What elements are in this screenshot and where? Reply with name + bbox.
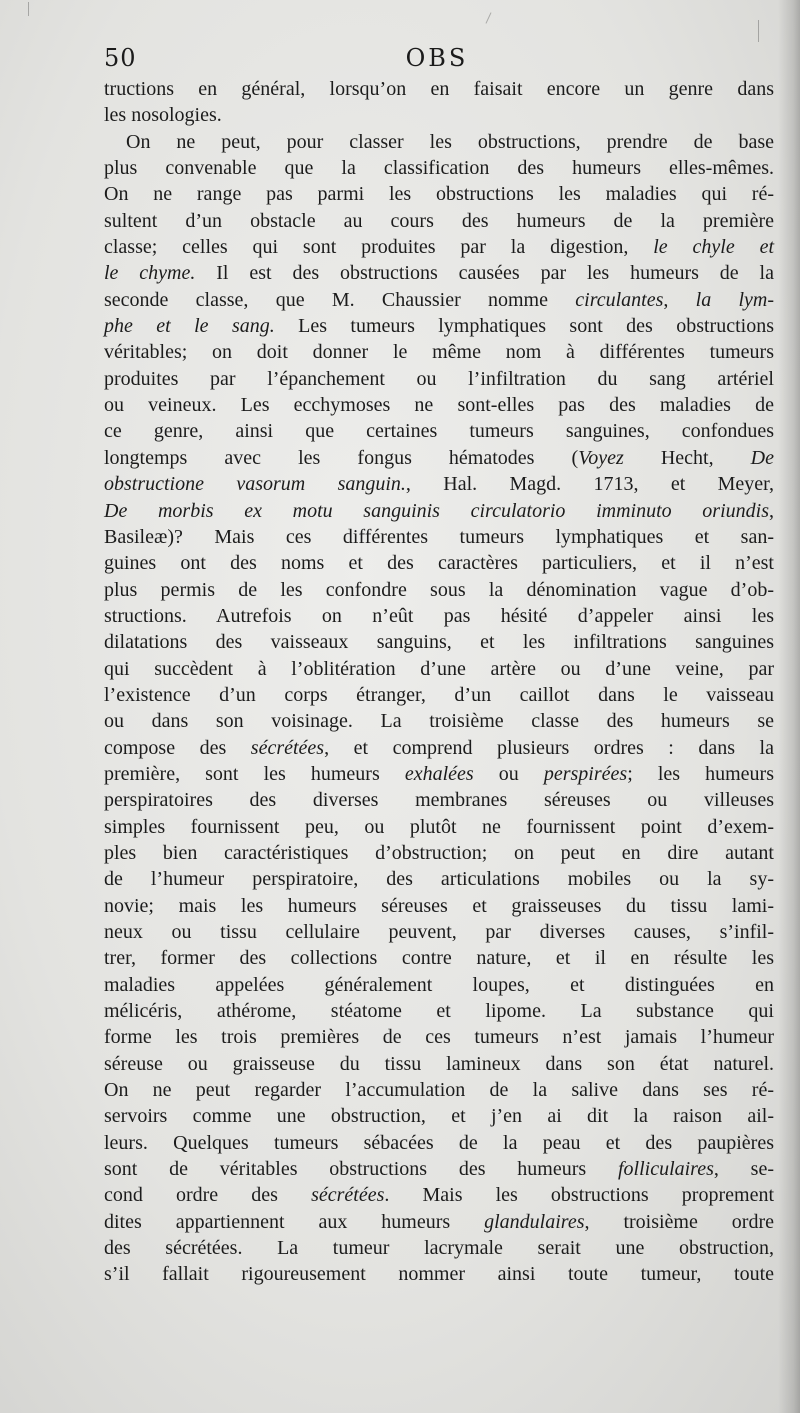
text-segment: trer, former des collections contre nature, et il en résulte les bbox=[104, 947, 774, 970]
text-segment: Il est des obstructions causées par les humeurs de la bbox=[195, 262, 774, 285]
italic-term: De bbox=[750, 446, 774, 469]
text-line bbox=[104, 814, 774, 840]
text-line bbox=[104, 550, 774, 576]
text-line bbox=[104, 1130, 774, 1156]
italic-term: folliculaires bbox=[617, 1158, 714, 1181]
italic-term: le chyle et bbox=[653, 236, 774, 259]
text-line bbox=[104, 945, 774, 971]
body-text bbox=[104, 76, 774, 1288]
text-line bbox=[104, 339, 774, 365]
text-line bbox=[104, 603, 774, 629]
text-segment: Les tumeurs lymphatiques sont des obstructions bbox=[274, 315, 774, 338]
text-segment: longtemps avec les fongus hématodes ( bbox=[104, 446, 579, 469]
italic-term: glandulaires bbox=[484, 1210, 585, 1233]
text-segment: ou bbox=[473, 762, 544, 785]
page-edge-shadow bbox=[778, 0, 800, 1413]
paper-mark bbox=[758, 20, 759, 42]
text-segment: les nosologies. bbox=[104, 104, 222, 127]
text-line bbox=[104, 629, 774, 655]
text-line bbox=[104, 866, 774, 892]
text-segment: produites par l’épanchement ou l’infiltration du sang artériel bbox=[104, 367, 774, 390]
text-segment: , Hal. Magd. 1713, et Meyer, bbox=[405, 473, 774, 496]
text-line bbox=[104, 919, 774, 945]
text-segment: servoirs comme une obstruction, et j’en ai dit la raison ail- bbox=[104, 1105, 774, 1128]
text-segment: guines ont des noms et des caractères particuliers, et il n’est bbox=[104, 552, 774, 575]
text-line bbox=[104, 1209, 774, 1235]
text-line bbox=[104, 102, 774, 128]
italic-term: sécrétées bbox=[250, 736, 325, 759]
text-line bbox=[104, 972, 774, 998]
text-segment: ; les humeurs bbox=[627, 762, 775, 785]
text-line bbox=[104, 313, 774, 339]
text-line bbox=[104, 287, 774, 313]
text-segment: structions. Autrefois on n’eût pas hésité d’appeler ainsi les bbox=[104, 604, 774, 627]
text-line bbox=[104, 735, 774, 761]
text-segment: , troisième ordre bbox=[584, 1210, 774, 1233]
text-segment: plus convenable que la classification des humeurs elles-mêmes. bbox=[104, 157, 774, 180]
text-segment: mélicéris, athérome, stéatome et lipome. La substance qui bbox=[104, 1000, 774, 1023]
text-segment: sultent d’un obstacle au cours des humeurs de la première bbox=[104, 209, 774, 232]
text-segment: ce genre, ainsi que certaines tumeurs sanguines, confondues bbox=[104, 420, 774, 443]
text-segment: , et comprend plusieurs ordres : dans la bbox=[324, 736, 774, 759]
italic-term: perspirées bbox=[543, 762, 628, 785]
text-line bbox=[104, 682, 774, 708]
text-segment: véritables; on doit donner le même nom à différentes tumeurs bbox=[104, 341, 774, 364]
text-segment: ples bien caractéristiques d’obstruction; on peut en dire autant bbox=[104, 841, 774, 864]
italic-term: le chyme. bbox=[104, 262, 196, 285]
text-segment: s’il fallait rigoureusement nommer ainsi toute tumeur, toute bbox=[104, 1263, 774, 1286]
text-segment: l’existence d’un corps étranger, d’un caillot dans le vaisseau bbox=[104, 683, 774, 706]
text-segment: cond ordre des bbox=[104, 1184, 312, 1207]
text-line bbox=[104, 392, 774, 418]
italic-term: exhalées bbox=[404, 762, 474, 785]
italic-term: phe et le sang. bbox=[104, 315, 275, 338]
text-segment: , se- bbox=[713, 1158, 774, 1181]
text-segment: novie; mais les humeurs séreuses et graisseuses du tissu lami- bbox=[104, 894, 774, 917]
text-segment: simples fournissent peu, ou plutôt ne fournissent point d’exem- bbox=[104, 815, 774, 838]
text-segment: , bbox=[769, 499, 774, 522]
text-segment: , bbox=[663, 288, 696, 311]
italic-term: Voyez bbox=[578, 446, 624, 469]
text-line bbox=[104, 366, 774, 392]
text-line bbox=[104, 1235, 774, 1261]
text-segment: ou veineux. Les ecchymoses ne sont-elles pas des maladies de bbox=[104, 394, 774, 417]
text-line bbox=[104, 761, 774, 787]
italic-term: sécrétées bbox=[311, 1184, 385, 1207]
text-line bbox=[104, 471, 774, 497]
text-segment: dites appartiennent aux humeurs bbox=[104, 1210, 485, 1233]
text-line bbox=[104, 129, 774, 155]
text-line bbox=[104, 656, 774, 682]
text-line bbox=[104, 708, 774, 734]
text-line bbox=[104, 76, 774, 102]
text-line bbox=[104, 1182, 774, 1208]
text-segment: plus permis de les confondre sous la dénomination vague d’ob- bbox=[104, 578, 774, 601]
text-segment: perspiratoires des diverses membranes séreuses ou villeuses bbox=[104, 789, 774, 812]
text-segment: maladies appelées généralement loupes, et distinguées en bbox=[104, 973, 774, 996]
text-segment: On ne range pas parmi les obstructions les maladies qui ré- bbox=[104, 183, 774, 206]
text-line bbox=[104, 260, 774, 286]
text-segment: sont de véritables obstructions des humeurs bbox=[104, 1158, 618, 1181]
text-segment: de l’humeur perspiratoire, des articulations mobiles ou la sy- bbox=[104, 868, 774, 891]
text-line bbox=[104, 577, 774, 603]
italic-term: De morbis ex motu sanguinis circulatorio imminuto oriundis bbox=[104, 499, 769, 522]
text-line bbox=[104, 181, 774, 207]
text-line bbox=[104, 1156, 774, 1182]
text-segment: première, sont les humeurs bbox=[104, 762, 405, 785]
text-segment: neux ou tissu cellulaire peuvent, par diverses causes, s’infil- bbox=[104, 921, 774, 943]
page-header bbox=[104, 42, 770, 78]
text-segment: forme les trois premières de ces tumeurs n’est jamais l’humeur bbox=[104, 1026, 774, 1049]
text-segment: . Mais les obstructions proprement bbox=[384, 1184, 774, 1207]
text-line bbox=[104, 998, 774, 1024]
page-number: 50 bbox=[104, 44, 137, 72]
text-segment: des sécrétées. La tumeur lacrymale serait une obstruction, bbox=[104, 1237, 774, 1260]
text-line bbox=[104, 208, 774, 234]
text-line bbox=[104, 1077, 774, 1103]
text-segment: Hecht, bbox=[623, 446, 751, 469]
text-line bbox=[104, 445, 774, 471]
text-segment: ou dans son voisinage. La troisième classe des humeurs se bbox=[104, 710, 774, 733]
text-line bbox=[104, 787, 774, 813]
text-segment: tructions en général, lorsqu’on en faisait encore un genre dans bbox=[104, 78, 774, 100]
italic-term: circulantes bbox=[575, 288, 664, 311]
text-line bbox=[104, 1261, 774, 1287]
text-segment: classe; celles qui sont produites par la digestion, bbox=[104, 236, 654, 259]
text-line bbox=[104, 1024, 774, 1050]
text-line bbox=[104, 234, 774, 260]
text-line bbox=[104, 155, 774, 181]
text-segment: leurs. Quelques tumeurs sébacées de la peau et des paupières bbox=[104, 1131, 774, 1154]
text-line bbox=[104, 1051, 774, 1077]
text-segment: séreuse ou graisseuse du tissu lamineux dans son état naturel. bbox=[104, 1052, 774, 1075]
text-line bbox=[104, 498, 774, 524]
text-segment: seconde classe, que M. Chaussier nomme bbox=[104, 288, 576, 311]
text-line bbox=[104, 524, 774, 550]
text-line bbox=[104, 840, 774, 866]
text-line bbox=[104, 893, 774, 919]
paper-mark bbox=[28, 2, 29, 16]
text-segment: qui succèdent à l’oblitération d’une artère ou d’une veine, par bbox=[104, 657, 774, 680]
text-segment: dilatations des vaisseaux sanguins, et les infiltrations sanguines bbox=[104, 631, 774, 654]
paper-mark bbox=[486, 12, 492, 23]
running-head: OBS bbox=[405, 44, 469, 72]
text-segment: compose des bbox=[104, 736, 251, 759]
text-segment: On ne peut regarder l’accumulation de la salive dans ses ré- bbox=[104, 1079, 774, 1102]
text-segment: On ne peut, pour classer les obstructions, prendre de base bbox=[126, 130, 774, 153]
italic-term: la lym- bbox=[695, 288, 775, 311]
text-segment: Basileæ)? Mais ces différentes tumeurs lymphatiques et san- bbox=[104, 525, 774, 548]
text-line bbox=[104, 1103, 774, 1129]
text-line bbox=[104, 418, 774, 444]
italic-term: obstructione vasorum sanguin. bbox=[104, 473, 406, 496]
